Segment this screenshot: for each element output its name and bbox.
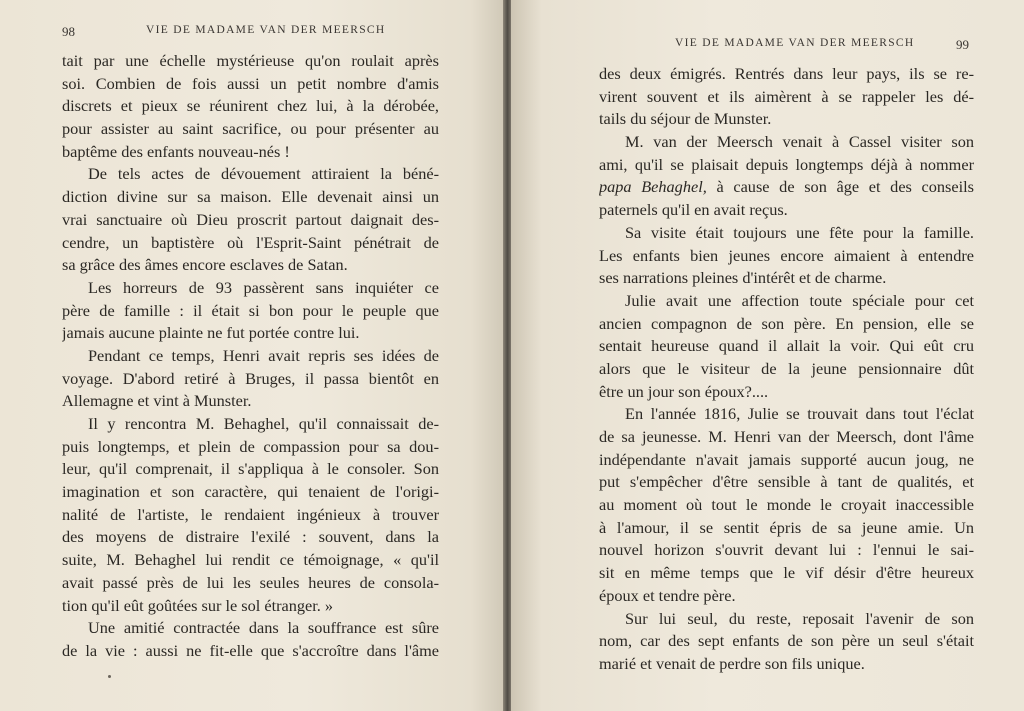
text-line: Allemagne et vint à Munster. — [62, 391, 252, 411]
text-line: vrai sanctuaire où Dieu proscrit partout daignait des- — [62, 209, 439, 229]
text-line: tait par une échelle mystérieuse qu'on roulait après — [62, 51, 439, 70]
text-line: Les enfants bien jeunes encore aimaient à entendre — [599, 245, 974, 265]
text-line: père de famille : il était si bon pour le peuple que — [62, 300, 439, 320]
text-line: pour assister au saint sacrifice, ou pour présenter au — [62, 119, 439, 139]
right-page-number: 99 — [956, 37, 969, 52]
text-line: suite, M. Behaghel lui rendit ce témoignage, « qu'il — [62, 550, 439, 570]
text-line: avait passé près de lui les seules heures de consola- — [62, 572, 439, 592]
text-line: de la vie : aussi ne fit-elle que s'accroître dans l'âme — [62, 640, 439, 660]
text-line: paternels qu'il en avait reçus. — [599, 200, 788, 220]
text-line: Il y rencontra M. Behaghel, qu'il connaissait de- — [88, 414, 439, 433]
text-line: être un jour son époux?.... — [599, 381, 769, 401]
italic-phrase: papa Behaghel, — [599, 177, 707, 197]
text-line: sa grâce des âmes encore esclaves de Satan. — [62, 255, 348, 275]
text-line: papa Behaghel, à cause de son âge et des conseils — [599, 177, 974, 197]
text-line: En l'année 1816, Julie se trouvait dans tout l'éclat — [625, 404, 974, 424]
text-line: des deux émigrés. Rentrés dans leur pays, ils se re- — [599, 64, 974, 83]
text-line: leur, qu'il comprenait, il s'appliqua à le consoler. Son — [62, 459, 439, 479]
text-line: baptême des enfants nouveau-nés ! — [62, 141, 290, 161]
ink-speck — [108, 675, 111, 678]
text-line: des moyens de distraire l'exilé : souvent, dans la — [62, 527, 439, 547]
text-line: alors que le visiteur de la jeune pensionnaire dût — [599, 358, 974, 378]
text-line: puis longtemps, et plein de compassion pour sa dou- — [62, 436, 439, 456]
left-page-header — [62, 24, 442, 44]
text-line: nom, car des sept enfants de son père un seul s'était — [599, 631, 974, 651]
text-line: voyage. D'abord retiré à Bruges, il passa bientôt en — [62, 368, 439, 388]
text-line: époux et tendre père. — [599, 585, 736, 605]
text-line: ses narrations pleines d'intérêt et de charme. — [599, 268, 887, 288]
right-page-text — [599, 63, 974, 676]
text-line: sentait heureuse quand il allait la voir. Qui eût cru — [599, 336, 974, 356]
text-line: marié et venait de perdre son fils unique. — [599, 653, 865, 673]
text-line: diction divine sur sa maison. Elle devenait ainsi un — [62, 187, 439, 207]
text-line: indépendante n'avait jamais supporté aucun joug, ne — [599, 449, 974, 469]
right-running-head: VIE DE MADAME VAN DER MEERSCH — [675, 37, 915, 49]
text-line: De tels actes de dévouement attiraient la béné- — [88, 164, 439, 184]
text-line: à l'amour, il se sentit épris de sa jeune amie. Un — [599, 517, 974, 537]
text-line: nouvel horizon s'ouvrit devant lui : l'ennui le sai- — [599, 540, 974, 560]
left-page-number: 98 — [62, 24, 75, 39]
text-line: au moment où tout le monde le croyait inaccessible — [599, 495, 974, 515]
text-line: M. van der Meersch venait à Cassel visiter son — [625, 132, 974, 152]
text-line: virent souvent et ils aimèrent à se rappeler les dé- — [599, 86, 974, 106]
text-line: Une amitié contractée dans la souffrance est sûre — [88, 618, 439, 638]
text-line: soi. Combien de fois aussi un petit nombre d'amis — [62, 73, 439, 93]
text-line: Les horreurs de 93 passèrent sans inquiéter ce — [88, 277, 439, 297]
text-line: imagination et son caractère, qui tenaient de l'origi- — [62, 482, 439, 502]
text-line: tion qu'il eût goûtées sur le sol étranger. » — [62, 595, 334, 615]
text-line: cendre, un baptistère où l'Esprit-Saint pénétrait de — [62, 232, 439, 252]
text-line: Sur lui seul, du reste, reposait l'avenir de son — [625, 608, 974, 628]
left-page-text — [62, 50, 439, 663]
right-page-header — [629, 37, 969, 57]
text-line: Pendant ce temps, Henri avait repris ses idées de — [88, 345, 439, 365]
text-line: ancien compagnon de son père. En pension, elle se — [599, 313, 974, 333]
text-line: nalité de l'artiste, le rendaient ingénieux à trouver — [62, 504, 439, 524]
text-line: discrets et pieux se réunirent chez lui, à la dérobée, — [62, 96, 439, 116]
text-line: Sa visite était toujours une fête pour la famille. — [625, 222, 974, 242]
text-line: Julie avait une affection toute spéciale pour cet — [625, 290, 974, 310]
left-running-head: VIE DE MADAME VAN DER MEERSCH — [146, 24, 386, 36]
text-line: ami, qu'il se plaisait depuis longtemps déjà à nommer — [599, 154, 974, 174]
text-line: de sa jeunesse. M. Henri van der Meersch, dont l'âme — [599, 427, 974, 446]
text-line: sit en même temps que le vif désir d'être heureux — [599, 563, 974, 583]
text-line: put s'empêcher d'être sensible à tant de qualités, et — [599, 472, 974, 492]
left-page — [0, 0, 506, 711]
text-line: tails du séjour de Munster. — [599, 109, 772, 129]
text-line: jamais aucune plainte ne fut portée contre lui. — [62, 323, 360, 343]
right-page — [511, 0, 1024, 711]
